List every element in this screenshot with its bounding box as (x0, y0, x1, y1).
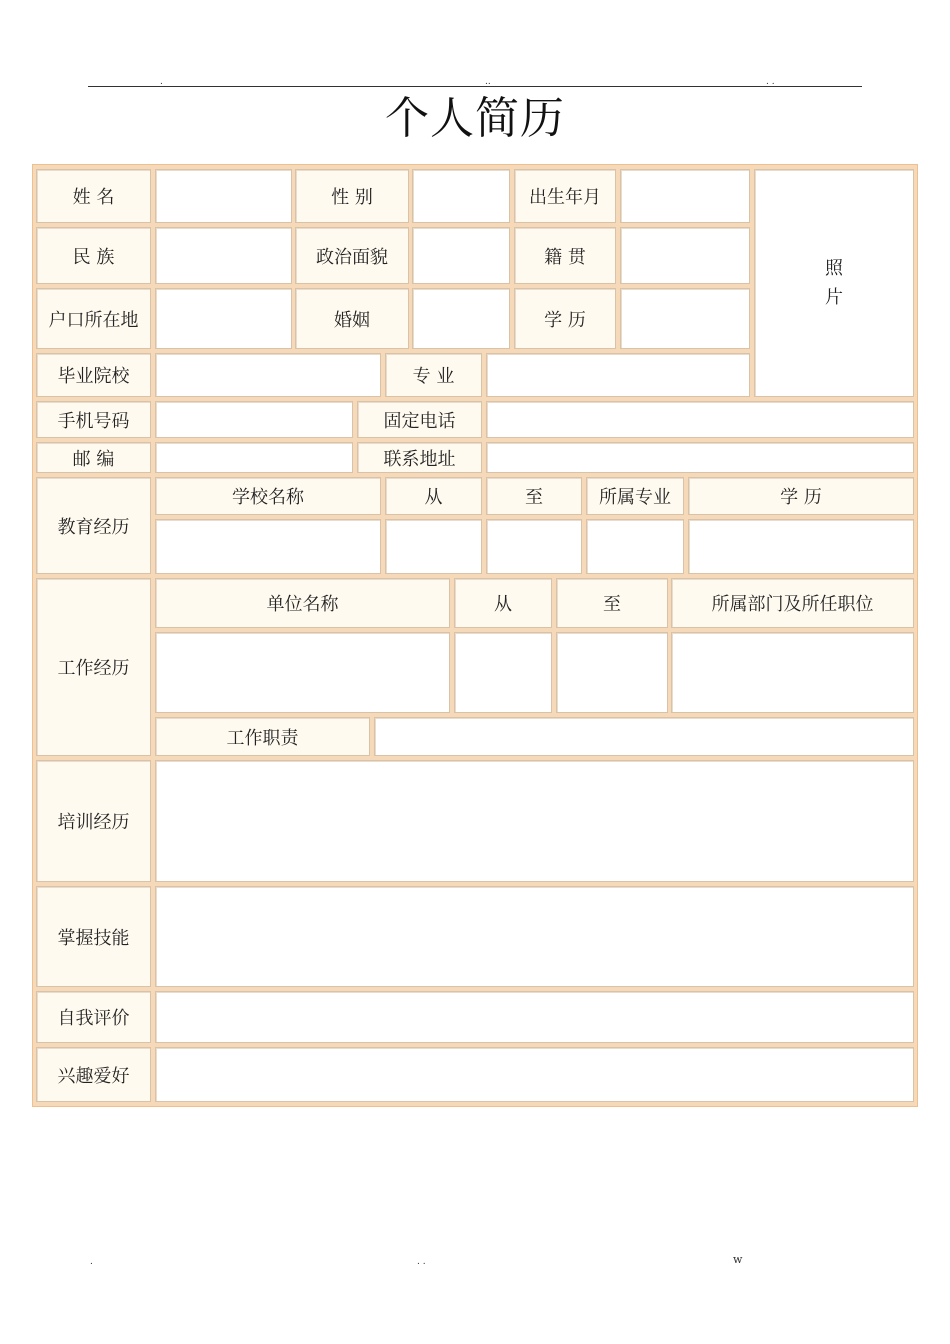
label-marital: 婚姻 (295, 288, 409, 349)
label-hobbies: 兴趣爱好 (36, 1047, 151, 1102)
label-ethnicity: 民 族 (36, 227, 151, 284)
header-mark-left: . (160, 77, 163, 87)
skills-field[interactable] (155, 886, 914, 987)
birth-field[interactable] (620, 169, 750, 223)
postcode-field[interactable] (155, 442, 353, 473)
label-job-duties: 工作职责 (155, 717, 370, 756)
label-landline: 固定电话 (357, 401, 482, 438)
label-mobile: 手机号码 (36, 401, 151, 438)
footer-mark-right: w (733, 1253, 743, 1266)
label-education: 学 历 (514, 288, 616, 349)
header-mark-mid: .. (485, 77, 491, 87)
major-field[interactable] (486, 353, 750, 397)
name-field[interactable] (155, 169, 292, 223)
label-major: 专 业 (385, 353, 482, 397)
label-name: 姓 名 (36, 169, 151, 223)
landline-field[interactable] (486, 401, 914, 438)
photo-label-2: 片 (825, 287, 843, 308)
label-gender: 性 别 (295, 169, 409, 223)
header-mark-right: . . (766, 77, 775, 87)
label-postcode: 邮 编 (36, 442, 151, 473)
work-col-to: 至 (556, 578, 668, 628)
hobbies-field[interactable] (155, 1047, 914, 1102)
self-evaluation-field[interactable] (155, 991, 914, 1043)
work-to-field[interactable] (556, 632, 668, 713)
edu-col-to: 至 (486, 477, 582, 515)
label-hukou: 户口所在地 (36, 288, 151, 349)
work-col-company: 单位名称 (155, 578, 450, 628)
edu-major-field[interactable] (586, 519, 684, 574)
label-self-evaluation: 自我评价 (36, 991, 151, 1043)
political-field[interactable] (412, 227, 510, 284)
address-field[interactable] (486, 442, 914, 473)
mobile-field[interactable] (155, 401, 353, 438)
edu-col-major: 所属专业 (586, 477, 684, 515)
label-birth: 出生年月 (514, 169, 616, 223)
label-skills: 掌握技能 (36, 886, 151, 987)
edu-from-field[interactable] (385, 519, 482, 574)
school-field[interactable] (155, 353, 381, 397)
edu-col-from: 从 (385, 477, 482, 515)
marital-field[interactable] (412, 288, 510, 349)
label-work-history: 工作经历 (36, 578, 151, 756)
footer-mark-mid: . . (417, 1257, 426, 1267)
edu-school-field[interactable] (155, 519, 381, 574)
photo-label-1: 照 (825, 258, 843, 279)
work-position-field[interactable] (671, 632, 914, 713)
hukou-field[interactable] (155, 288, 292, 349)
gender-field[interactable] (412, 169, 510, 223)
edu-col-degree: 学 历 (688, 477, 914, 515)
work-company-field[interactable] (155, 632, 450, 713)
training-field[interactable] (155, 760, 914, 882)
edu-to-field[interactable] (486, 519, 582, 574)
ethnicity-field[interactable] (155, 227, 292, 284)
label-political: 政治面貌 (295, 227, 409, 284)
work-from-field[interactable] (454, 632, 552, 713)
label-address: 联系地址 (357, 442, 482, 473)
photo-box[interactable] (754, 169, 914, 397)
edu-col-school: 学校名称 (155, 477, 381, 515)
work-col-from: 从 (454, 578, 552, 628)
page-title: 个人简历 (385, 93, 565, 144)
job-duties-field[interactable] (374, 717, 914, 756)
edu-degree-field[interactable] (688, 519, 914, 574)
footer-mark-left: . (90, 1257, 93, 1267)
label-native-place: 籍 贯 (514, 227, 616, 284)
label-school: 毕业院校 (36, 353, 151, 397)
native-place-field[interactable] (620, 227, 750, 284)
work-col-position: 所属部门及所任职位 (671, 578, 914, 628)
label-education-history: 教育经历 (36, 477, 151, 574)
label-training: 培训经历 (36, 760, 151, 882)
education-field[interactable] (620, 288, 750, 349)
